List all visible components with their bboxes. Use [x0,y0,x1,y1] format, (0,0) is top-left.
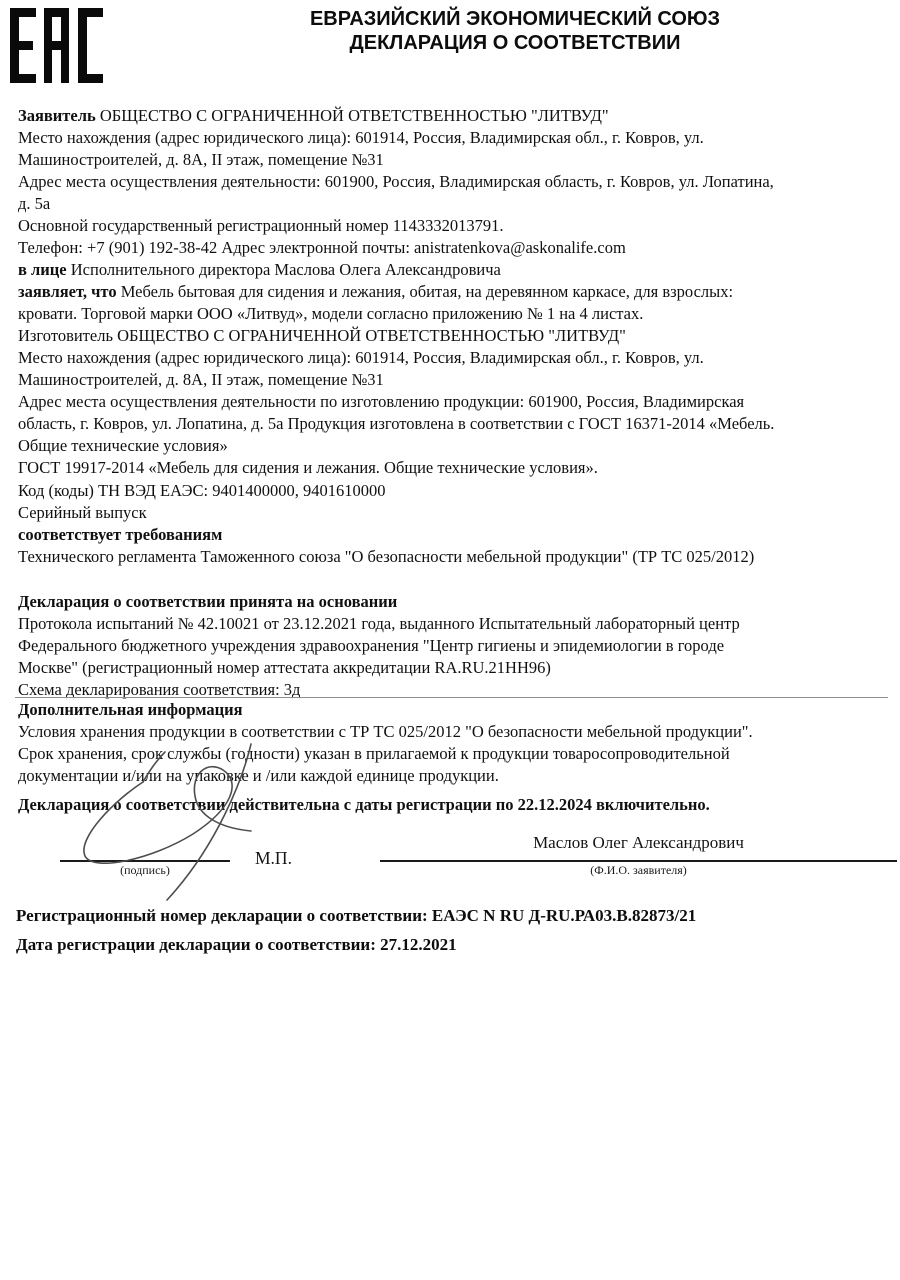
doc-line: документации и/или на упаковке и /или каждой единице продукции. [18,766,499,785]
doc-line: Код (коды) ТН ВЭД ЕАЭС: 9401400000, 9401610000 [18,481,386,500]
doc-line: Общие технические условия» [18,436,228,455]
title-union: ЕВРАЗИЙСКИЙ ЭКОНОМИЧЕСКИЙ СОЮЗ [309,8,721,30]
codes-requirements-section [18,480,898,568]
doc-line: Федерального бюджетного учреждения здравоохранения "Центр гигиены и эпидемиологии в городе [18,636,725,655]
doc-line: Протокола испытаний № 42.10021 от 23.12.2021 года, выданного Испытательный лабораторный центр [18,614,740,633]
doc-line: Условия хранения продукции в соответствии с ТР ТС 025/2012 "О безопасности мебельной продукции". [18,722,753,741]
doc-line: Москве" (регистрационный номер аттестата аккредитации RA.RU.21HH96) [18,658,551,677]
declarant-name-line [380,860,897,862]
doc-line: Технического регламента Таможенного союза "О безопасности мебельной продукции" (ТР ТС 025/2012) [18,547,755,566]
doc-line: Схема декларирования соответствия: 3д [18,680,301,699]
stamp-placeholder: М.П. [255,848,292,868]
doc-line: область, г. Ковров, ул. Лопатина, д. 5а Продукция изготовлена в соответствии с ГОСТ 16371-2014 «Мебель. [18,414,775,433]
doc-line: Декларация о соответствии принята на основании [18,592,398,611]
section-divider [15,697,888,698]
title-declaration: ДЕКЛАРАЦИЯ О СООТВЕТСТВИИ [349,32,681,54]
doc-line: д. 5а [18,194,51,213]
handwritten-signature [55,738,285,908]
doc-line: Адрес места осуществления деятельности: 601900, Россия, Владимирская область, г. Ковров, ул. Лопатина, [18,172,774,191]
signature-caption: (подпись) [120,863,170,877]
eac-logo-icon [10,8,103,88]
applicant-section [18,105,898,281]
doc-line: заявляет, что Мебель бытовая для сидения и лежания, обитая, на деревянном каркасе, для взрослых: [18,282,734,301]
doc-line: Телефон: +7 (901) 192-38-42 Адрес электронной почты: anistratenkova@askonalife.com [18,238,626,257]
doc-line: Дополнительная информация [18,700,243,719]
doc-line: соответствует требованиям [18,525,223,544]
doc-line: Место нахождения (адрес юридического лица): 601914, Россия, Владимирская обл., г. Ковров, ул. [18,128,704,147]
doc-line: кровати. Торговой марки ООО «Литвуд», модели согласно приложению № 1 на 4 листах. [18,304,644,323]
document-title [130,7,900,55]
doc-line: Срок хранения, срок службы (годности) указан в прилагаемой к продукции товаросопроводительной [18,744,730,763]
doc-line: Машиностроителей, д. 8А, II этаж, помещение №31 [18,370,384,389]
registration-date: Дата регистрации декларации о соответствии: 27.12.2021 [16,935,457,954]
doc-line: Место нахождения (адрес юридического лица): 601914, Россия, Владимирская обл., г. Ковров, ул. [18,348,704,367]
basis-section [18,591,898,701]
declarant-name: Маслов Олег Александрович [533,833,744,852]
doc-line: Адрес места осуществления деятельности по изготовлению продукции: 601900, Россия, Владимирская [18,392,745,411]
doc-line: Заявитель ОБЩЕСТВО С ОГРАНИЧЕННОЙ ОТВЕТСТВЕННОСТЬЮ "ЛИТВУД" [18,106,609,125]
doc-line: Машиностроителей, д. 8А, II этаж, помещение №31 [18,150,384,169]
product-manufacturer-section [18,281,898,479]
registration-number: Регистрационный номер декларации о соответствии: ЕАЭС N RU Д-RU.РА03.В.82873/21 [16,906,697,925]
doc-line: Основной государственный регистрационный номер 1143332013791. [18,216,504,235]
doc-line: Серийный выпуск [18,503,147,522]
doc-line: Декларация о соответствии действительна с даты регистрации по 22.12.2024 включительно. [18,795,710,814]
doc-line: ГОСТ 19917-2014 «Мебель для сидения и лежания. Общие технические условия». [18,458,598,477]
doc-line: Изготовитель ОБЩЕСТВО С ОГРАНИЧЕННОЙ ОТВЕТСТВЕННОСТЬЮ "ЛИТВУД" [18,326,626,345]
doc-line: в лице Исполнительного директора Маслова Олега Александровича [18,260,501,279]
declarant-caption: (Ф.И.О. заявителя) [590,863,687,877]
